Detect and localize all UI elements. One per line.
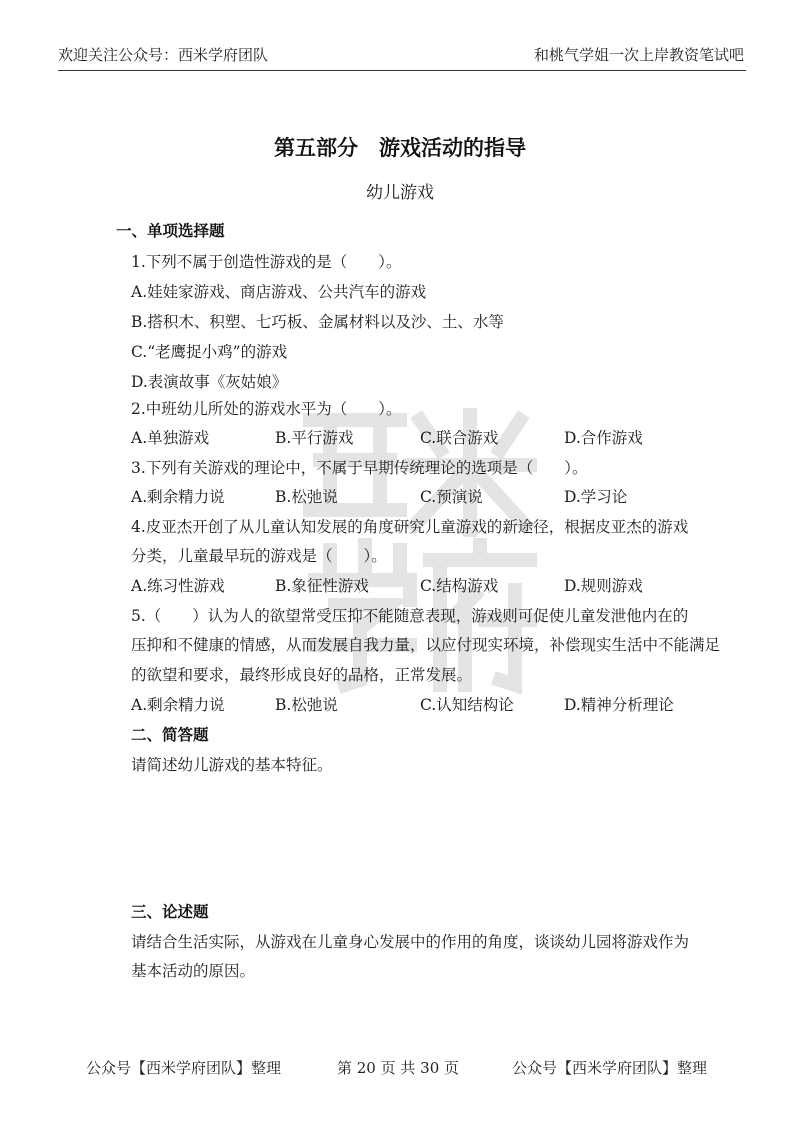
question-3-option-c: C.预演说 (420, 488, 483, 506)
question-5-stem-line-3: 的欲望和要求，最终形成良好的品格，正常发展。 (131, 666, 473, 684)
header-right-text: 和桃气学姐一次上岸教资笔试吧 (533, 46, 744, 64)
question-1-option-b: B.搭积木、积塑、七巧板、金属材料以及沙、土、水等 (131, 313, 504, 331)
page-subtitle: 幼儿游戏 (366, 183, 434, 203)
section-heading-short-answer: 二、简答题 (131, 725, 209, 744)
header-divider (58, 70, 746, 71)
question-4-option-b: B.象征性游戏 (275, 577, 369, 595)
question-4-stem-line-1: 4.皮亚杰开创了从儿童认知发展的角度研究儿童游戏的新途径，根据皮亚杰的游戏 (131, 518, 689, 536)
question-1-option-c: C.“老鹰捉小鸡”的游戏 (131, 343, 288, 361)
footer-right-text: 公众号【西米学府团队】整理 (512, 1059, 708, 1077)
header-left-text: 欢迎关注公众号：西米学府团队 (58, 46, 269, 64)
question-2-option-b: B.平行游戏 (275, 429, 354, 447)
question-3-option-a: A.剩余精力说 (131, 488, 225, 506)
question-1-option-a: A.娃娃家游戏、商店游戏、公共汽车的游戏 (131, 283, 427, 301)
section-heading-multiple-choice: 一、单项选择题 (116, 221, 225, 240)
question-4-option-d: D.规则游戏 (564, 577, 643, 595)
question-4-option-a: A.练习性游戏 (131, 577, 225, 595)
question-4-stem-line-2: 分类，儿童最早玩的游戏是（ ）。 (131, 547, 387, 565)
essay-question-line-2: 基本活动的原因。 (131, 962, 256, 980)
section-heading-essay: 三、论述题 (131, 902, 209, 921)
essay-question-line-1: 请结合生活实际，从游戏在儿童身心发展中的作用的角度，谈谈幼儿园将游戏作为 (131, 933, 690, 951)
footer-page-number: 第 20 页 共 30 页 (337, 1059, 460, 1077)
question-5-option-a: A.剩余精力说 (131, 696, 225, 714)
question-5-stem-line-1: 5.（ ）认为人的欲望常受压抑不能随意表现，游戏则可促使儿童发泄他内在的 (131, 607, 689, 625)
question-3-option-b: B.松弛说 (275, 488, 338, 506)
question-1-stem: 1.下列不属于创造性游戏的是（ ）。 (131, 253, 402, 271)
question-3-option-d: D.学习论 (564, 488, 628, 506)
short-answer-question: 请简述幼儿游戏的基本特征。 (131, 756, 333, 774)
question-2-option-d: D.合作游戏 (564, 429, 643, 447)
question-4-option-c: C.结构游戏 (420, 577, 499, 595)
footer-left-text: 公众号【西米学府团队】整理 (86, 1059, 282, 1077)
question-5-option-c: C.认知结构论 (420, 696, 514, 714)
question-5-option-d: D.精神分析理论 (564, 696, 674, 714)
question-1-option-d: D.表演故事《灰姑娘》 (131, 373, 288, 391)
page-title: 第五部分 游戏活动的指导 (274, 135, 526, 160)
question-2-option-c: C.联合游戏 (420, 429, 499, 447)
question-2-option-a: A.单独游戏 (131, 429, 210, 447)
question-2-stem: 2.中班幼儿所处的游戏水平为（ ）。 (131, 400, 402, 418)
question-5-stem-line-2: 压抑和不健康的情感，从而发展自我力量，以应付现实环境，补偿现实生活中不能满足 (131, 636, 721, 654)
question-3-stem: 3.下列有关游戏的理论中，不属于早期传统理论的选项是（ ）。 (131, 459, 588, 477)
question-5-option-b: B.松弛说 (275, 696, 338, 714)
